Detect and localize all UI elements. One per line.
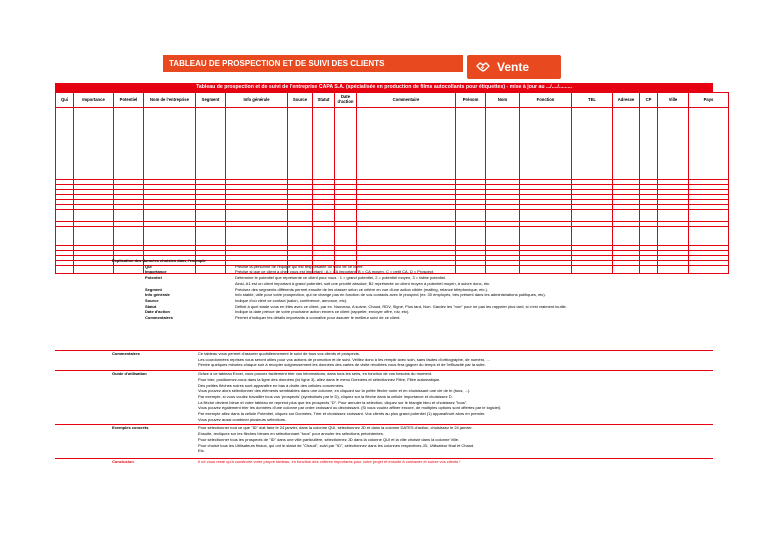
table-cell[interactable] bbox=[572, 210, 613, 222]
guide-section bbox=[55, 370, 713, 422]
table-cell[interactable] bbox=[658, 210, 689, 222]
table-cell[interactable] bbox=[196, 227, 226, 246]
data-grid bbox=[55, 92, 729, 274]
column-header: Fonction bbox=[520, 93, 572, 108]
table-cell[interactable] bbox=[144, 108, 196, 180]
explication-key: Commentaires bbox=[145, 315, 173, 321]
guide-line: Vous pouvez alors sélectionner des éléments semblables dans une colonne, en cliquant sur la petite flèche noire et en choisissant une clé de tri (tous, ...). bbox=[198, 388, 471, 394]
table-cell[interactable] bbox=[613, 227, 640, 246]
column-header: Adresse bbox=[613, 93, 640, 108]
commentaires-section bbox=[55, 350, 713, 368]
explication-value: Précise la personne de l'équipe qui est responsable du suivi de ce client. bbox=[235, 263, 364, 269]
table-cell[interactable] bbox=[114, 210, 144, 222]
column-header: Source bbox=[288, 93, 313, 108]
explication-key: Statut bbox=[145, 303, 157, 309]
column-header: Date d'action bbox=[335, 93, 357, 108]
table-cell[interactable] bbox=[144, 227, 196, 246]
table-cell[interactable] bbox=[313, 227, 335, 246]
explication-value: Détermine le potentiel que représente ce client pour vous : 1 = grand potentiel, 2 = potentiel moyen, 3 = faible potentiel. bbox=[235, 275, 447, 281]
column-header: Info générale bbox=[226, 93, 288, 108]
guide-line: Grâce à ce tableau Excel, vous pouvez facilement trier vos informations, dans tous les sens, en fonction de vos besoins du moment. bbox=[198, 371, 433, 377]
table-cell[interactable] bbox=[56, 210, 74, 222]
table-cell[interactable] bbox=[74, 227, 114, 246]
explication-value: Permet d'indiquer les détails importants à connaître pour assurer le meilleur suivi de ce client. bbox=[235, 315, 401, 321]
table-cell[interactable] bbox=[196, 108, 226, 180]
column-header: Potentiel bbox=[114, 93, 144, 108]
table-cell[interactable] bbox=[689, 108, 729, 180]
guide-line: Par exemple, si vous voulez travailler tous vos 'prospects' (symbolisés par le D), cliquez sur la flèche dans la cellule Importance et choisissez D. bbox=[198, 393, 453, 399]
explication-key: Source bbox=[145, 297, 159, 303]
table-cell[interactable] bbox=[313, 108, 335, 180]
table-cell[interactable] bbox=[56, 108, 74, 180]
table-cell[interactable] bbox=[456, 108, 486, 180]
guide-line: Vous pouvez aussi combiner plusieurs sélections. bbox=[198, 416, 287, 422]
explication-section bbox=[55, 258, 713, 350]
column-header: Nom bbox=[486, 93, 520, 108]
vente-badge bbox=[467, 55, 561, 79]
table-cell[interactable] bbox=[313, 210, 335, 222]
commentaire-line: Ce tableau vous permet d'assurer quotidiennement le suivi de tous vos clients et prospects. bbox=[198, 351, 360, 356]
table-cell[interactable] bbox=[335, 227, 357, 246]
table-cell[interactable] bbox=[74, 108, 114, 180]
guide-line: La flèche devient bleue et votre tableau ne reprend plus que les prospects "D". Pour annuler la sélection, cliquez sur le triangle bleu et choisissez "tous". bbox=[198, 399, 468, 405]
table-cell[interactable] bbox=[640, 227, 658, 246]
explication-key: Date d'action bbox=[145, 309, 170, 315]
column-header: Commentaire bbox=[357, 93, 456, 108]
table-cell[interactable] bbox=[456, 227, 486, 246]
guide-line: Pour trier, positionnez-vous dans la ligne des données (ici ligne 3), allez dans le menu Données et sélectionnez Filtre, Filtre automatique. bbox=[198, 376, 441, 382]
table-cell[interactable] bbox=[486, 108, 520, 180]
table-subtitle: Tableau de prospection et de suivi de l'entreprise CAPA S.A. (spécialisée en production de films autocollants pour étiquettes) - mise à jour au .../..../......... bbox=[55, 83, 713, 92]
header-row bbox=[56, 93, 729, 108]
explication-key: Qui bbox=[145, 263, 152, 269]
explication-value: Précise si que ce client a chez vous est important : A = CA important, B = CA moyen, C = petit CA, D = Prospect. bbox=[235, 269, 435, 275]
guide-line: Vous pouvez également trier les données d'une colonne par ordre croissant ou décroissant. (Si vous voulez affiner encore, de multiples options sont offertes par le logiciel). bbox=[198, 405, 502, 411]
table-cell[interactable] bbox=[572, 108, 613, 180]
explication-key: Importance bbox=[145, 269, 167, 275]
explication-title: Explication des données choisies dans l'exemple bbox=[112, 258, 206, 263]
exemples-title: Exemples concrets bbox=[112, 425, 149, 431]
table-cell[interactable] bbox=[486, 210, 520, 222]
table-cell[interactable] bbox=[689, 210, 729, 222]
explication-key: Segment bbox=[145, 286, 162, 292]
table-cell[interactable] bbox=[114, 108, 144, 180]
commentaire-line: Les coordonnées reprises vous seront utiles pour vos actions de promotion et de suivi. Veillez donc à les remplir avec soin, sans fautes d'orthographe, de numéro, ... bbox=[198, 356, 490, 362]
table-cell[interactable] bbox=[357, 108, 456, 180]
table-cell[interactable] bbox=[56, 227, 74, 246]
exemple-line: Pour sélectionner tout ce que "ID" doit faire le 24 janvier, dans la colonne QUI, sélectionnez JD et dans la colonne DATES d'action, choisissez le 24 janvier. bbox=[198, 425, 473, 431]
table-cell[interactable] bbox=[357, 227, 456, 246]
table-cell[interactable] bbox=[572, 227, 613, 246]
conclusion-title: Conclusion bbox=[112, 458, 134, 464]
column-header: Segment bbox=[196, 93, 226, 108]
conclusion-text: Il ne vous reste qu'à construire votre propre tableau, en fonction des critères importants pour votre projet et ensuite à contacter et suivre vos clients ! bbox=[198, 458, 461, 464]
explication-item bbox=[55, 315, 713, 321]
table-cell[interactable] bbox=[226, 227, 288, 246]
explication-key: Info générale bbox=[145, 292, 170, 298]
exemple-line: Pour sélectionner tous les prospects de "ID" dans une ville particulière, sélectionnez JD dans la colonne QUI et la ville choisie dans la colonne Ville. bbox=[198, 436, 460, 442]
table-row bbox=[56, 108, 729, 180]
exemples-section bbox=[55, 424, 713, 454]
table-cell[interactable] bbox=[456, 210, 486, 222]
column-header: CP bbox=[640, 93, 658, 108]
table-cell[interactable] bbox=[114, 227, 144, 246]
exemple-line: Ensuite, recliquez sur les flèches bleues en sélectionnant "tous" pour annuler les sélections précédentes. bbox=[198, 431, 384, 437]
table-cell[interactable] bbox=[144, 210, 196, 222]
column-header: Ville bbox=[658, 93, 689, 108]
explication-value: Définit à quel stade vous en êtes avec ce client, par ex. Nouveau, A suivre, Chaud, RDV, Signé, Plus tard, Non. Gardez les "non" pour ne pas les rappeler plus tard, si c'est vraiment inutile. bbox=[235, 303, 567, 309]
table-cell[interactable] bbox=[658, 227, 689, 246]
explication-key: Potentiel bbox=[145, 275, 162, 281]
column-header: Pays bbox=[689, 93, 729, 108]
table-cell[interactable] bbox=[658, 108, 689, 180]
explication-value: Info stable, utile pour votre prospection, qui ne change pas en fonction de vos contacts avec le prospect (ex: 30 employés, très présent dans les administrations publiques, etc). bbox=[235, 292, 546, 298]
column-header: Nom de l'entreprise bbox=[144, 93, 196, 108]
column-header: TEL bbox=[572, 93, 613, 108]
table-cell[interactable] bbox=[196, 210, 226, 222]
guide-title: Guide d'utilisation bbox=[112, 371, 147, 377]
table-cell[interactable] bbox=[335, 108, 357, 180]
column-header: Prénom bbox=[456, 93, 486, 108]
table-cell[interactable] bbox=[640, 108, 658, 180]
column-header: Importance bbox=[74, 93, 114, 108]
explication-value: Ainsi, A1 est un client important à grand potentiel, soit une priorité absolue; B2 représente un client moyen à potentiel moyen, à suivre donc, etc. bbox=[235, 280, 491, 286]
table-cell[interactable] bbox=[640, 210, 658, 222]
column-header: Qui bbox=[56, 93, 74, 108]
explication-value: Indique d'où vient ce contact (salon, conférence, annonce, etc). bbox=[235, 297, 348, 303]
table-cell[interactable] bbox=[689, 227, 729, 246]
notes-section bbox=[55, 258, 713, 465]
guide-line: Des petites flèches noires sont apparaître en bas à droite des cellules concernées. bbox=[198, 382, 345, 388]
table-cell[interactable] bbox=[520, 108, 572, 180]
table-cell[interactable] bbox=[226, 108, 288, 180]
table-cell[interactable] bbox=[357, 210, 456, 222]
table-cell[interactable] bbox=[486, 227, 520, 246]
conclusion-section bbox=[55, 458, 713, 465]
table-cell[interactable] bbox=[520, 210, 572, 222]
table-cell[interactable] bbox=[74, 210, 114, 222]
table-cell[interactable] bbox=[335, 210, 357, 222]
table-cell[interactable] bbox=[613, 108, 640, 180]
commentaire-line: Perdre quelques minutes chaque soir à recopier soigneusement les données des cartes de visite récoltées vous fera gagner du temps et de l'efficacité par la suite. bbox=[198, 362, 486, 368]
table-row bbox=[56, 227, 729, 246]
table-cell[interactable] bbox=[520, 227, 572, 246]
table-cell[interactable] bbox=[288, 210, 313, 222]
table-cell[interactable] bbox=[288, 108, 313, 180]
exemple-line: Pour choisir tous les Utilisateurs finaux, qui ont le statut de "Chaud", suivi par "ID", sélectionnez dans les colonnes respectives JD, Utilisateur final et Chaud. bbox=[198, 442, 475, 448]
handshake-icon bbox=[476, 60, 490, 74]
table-row bbox=[56, 210, 729, 222]
commentaires-title: Commentaires bbox=[112, 351, 140, 356]
guide-line: Par exemple allez dans la cellule Potentiel, cliquez sur Données, Trier et choisissez croissant. Vos clients au plus grand potentiel (1) apparaîtront alors en premier. bbox=[198, 411, 486, 417]
explication-value: Précisez des segments différents permet ensuite de les classer selon ce critère en vue d'une action ciblée (mailing, relance téléphonique, etc.). bbox=[235, 286, 489, 292]
explication-value: Indique la date prévue de votre prochaine action envers ce client (rappeler, envoyer offre, rdv, etc). bbox=[235, 309, 410, 315]
vente-label: Vente bbox=[497, 60, 530, 74]
page-title: TABLEAU DE PROSPECTION ET DE SUIVI DES CLIENTS bbox=[163, 55, 463, 72]
table-cell[interactable] bbox=[613, 210, 640, 222]
exemple-line: Etc. bbox=[198, 448, 205, 454]
prospection-table bbox=[55, 83, 713, 274]
column-header: Statut bbox=[313, 93, 335, 108]
table-cell[interactable] bbox=[288, 227, 313, 246]
table-cell[interactable] bbox=[226, 210, 288, 222]
